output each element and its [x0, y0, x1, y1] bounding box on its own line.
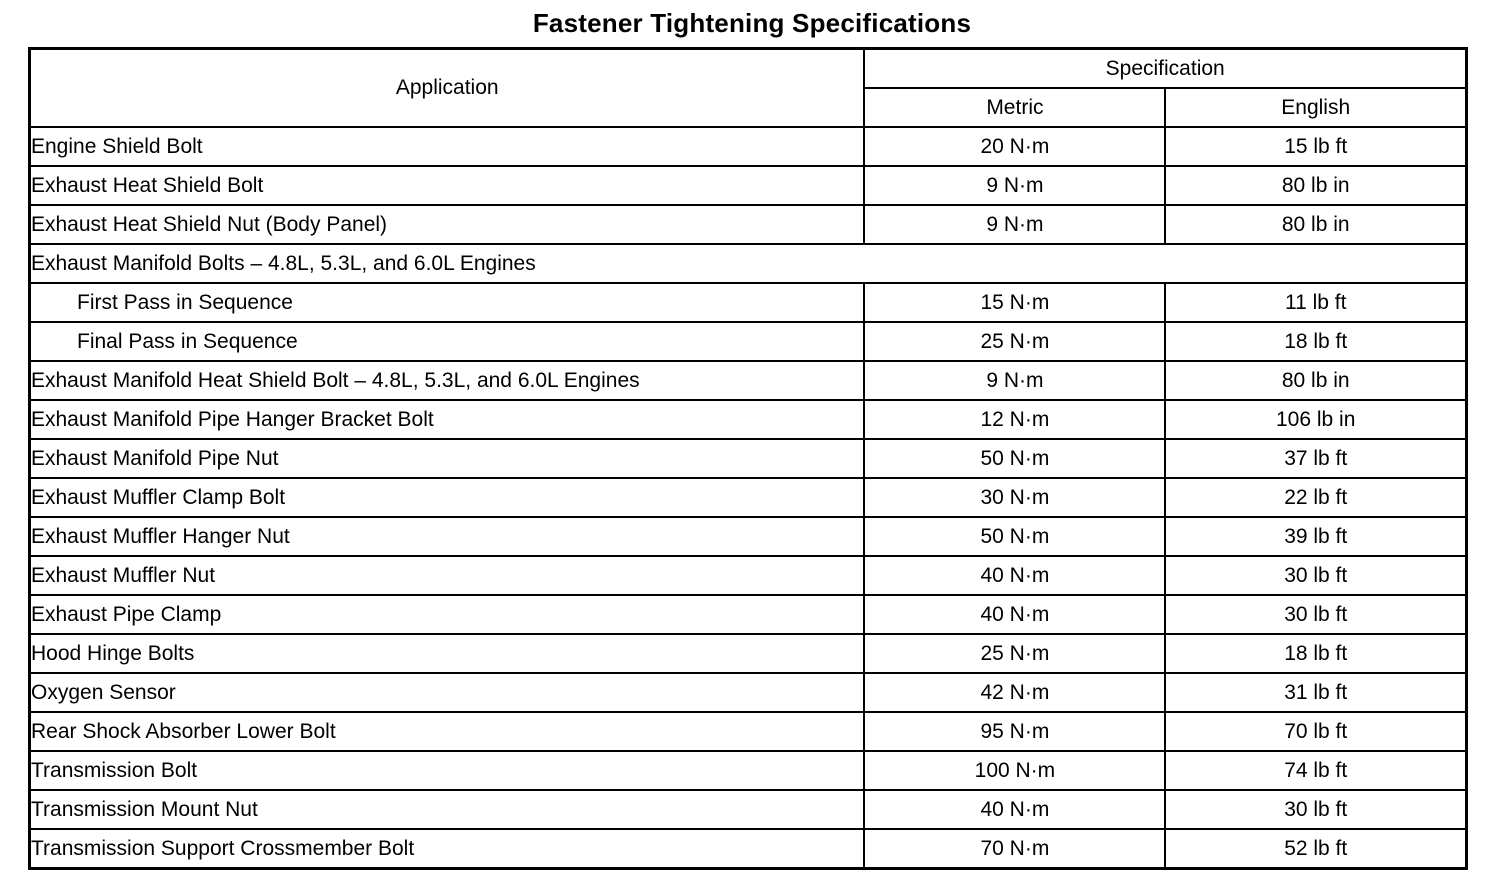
cell-metric: 50 N·m: [864, 517, 1165, 556]
cell-english: 30 lb ft: [1165, 790, 1466, 829]
cell-metric: 40 N·m: [864, 595, 1165, 634]
table-row: [30, 478, 1467, 517]
cell-metric: 40 N·m: [864, 790, 1165, 829]
table-row: [30, 361, 1467, 400]
cell-metric: 40 N·m: [864, 556, 1165, 595]
cell-application: Oxygen Sensor: [30, 673, 865, 712]
table-row: [30, 595, 1467, 634]
cell-application: Exhaust Heat Shield Bolt: [30, 166, 865, 205]
table-row: [30, 439, 1467, 478]
cell-metric: 30 N·m: [864, 478, 1165, 517]
cell-english: 31 lb ft: [1165, 673, 1466, 712]
page-title: Fastener Tightening Specifications: [532, 8, 972, 38]
cell-application: Exhaust Pipe Clamp: [30, 595, 865, 634]
cell-english: 11 lb ft: [1165, 283, 1466, 322]
cell-english: 18 lb ft: [1165, 322, 1466, 361]
cell-metric: 20 N·m: [864, 127, 1165, 166]
table-row: [30, 166, 1467, 205]
cell-application: Final Pass in Sequence: [30, 322, 865, 361]
cell-application: Exhaust Manifold Pipe Nut: [30, 439, 865, 478]
table-body: [30, 127, 1467, 869]
table-header: [30, 49, 1467, 128]
table-row: [30, 400, 1467, 439]
table-row: [30, 712, 1467, 751]
cell-english: 15 lb ft: [1165, 127, 1466, 166]
cell-english: 22 lb ft: [1165, 478, 1466, 517]
table-row: [30, 673, 1467, 712]
cell-metric: 42 N·m: [864, 673, 1165, 712]
table-row: [30, 790, 1467, 829]
table-row: [30, 244, 1467, 283]
column-header-metric: Metric: [864, 88, 1165, 127]
cell-metric: 100 N·m: [864, 751, 1165, 790]
cell-metric: 15 N·m: [864, 283, 1165, 322]
cell-metric: 9 N·m: [864, 205, 1165, 244]
table-row: [30, 751, 1467, 790]
cell-metric: 25 N·m: [864, 634, 1165, 673]
table-row: [30, 556, 1467, 595]
cell-application: Engine Shield Bolt: [30, 127, 865, 166]
cell-metric: 70 N·m: [864, 829, 1165, 869]
cell-english: 80 lb in: [1165, 205, 1466, 244]
cell-english: 52 lb ft: [1165, 829, 1466, 869]
cell-metric: 9 N·m: [864, 166, 1165, 205]
cell-application: Exhaust Manifold Pipe Hanger Bracket Bolt: [30, 400, 865, 439]
cell-english: 37 lb ft: [1165, 439, 1466, 478]
table-row: [30, 322, 1467, 361]
cell-application: Exhaust Muffler Nut: [30, 556, 865, 595]
table-row: [30, 205, 1467, 244]
cell-application: Transmission Mount Nut: [30, 790, 865, 829]
cell-metric: 25 N·m: [864, 322, 1165, 361]
table-row: [30, 829, 1467, 869]
cell-application: First Pass in Sequence: [30, 283, 865, 322]
cell-application: Exhaust Muffler Hanger Nut: [30, 517, 865, 556]
column-header-english: English: [1165, 88, 1466, 127]
cell-application: Transmission Bolt: [30, 751, 865, 790]
column-header-specification: Specification: [864, 49, 1466, 89]
cell-application: Exhaust Manifold Bolts – 4.8L, 5.3L, and 6.0L Engines: [30, 244, 1467, 283]
cell-english: 70 lb ft: [1165, 712, 1466, 751]
cell-metric: 95 N·m: [864, 712, 1165, 751]
cell-metric: 9 N·m: [864, 361, 1165, 400]
cell-english: 80 lb in: [1165, 166, 1466, 205]
table-row: [30, 517, 1467, 556]
cell-application: Exhaust Manifold Heat Shield Bolt – 4.8L, 5.3L, and 6.0L Engines: [30, 361, 865, 400]
cell-metric: 12 N·m: [864, 400, 1165, 439]
cell-english: 39 lb ft: [1165, 517, 1466, 556]
table-header-row-1: [30, 49, 1467, 89]
table-row: [30, 634, 1467, 673]
cell-english: 74 lb ft: [1165, 751, 1466, 790]
cell-application: Hood Hinge Bolts: [30, 634, 865, 673]
cell-application: Exhaust Heat Shield Nut (Body Panel): [30, 205, 865, 244]
column-header-application: Application: [30, 49, 865, 128]
table-row: [30, 127, 1467, 166]
cell-english: 80 lb in: [1165, 361, 1466, 400]
cell-english: 18 lb ft: [1165, 634, 1466, 673]
table-row: [30, 283, 1467, 322]
cell-english: 30 lb ft: [1165, 595, 1466, 634]
cell-english: 30 lb ft: [1165, 556, 1466, 595]
cell-application: Transmission Support Crossmember Bolt: [30, 829, 865, 869]
fastener-specifications-table: [28, 47, 1468, 870]
cell-metric: 50 N·m: [864, 439, 1165, 478]
cell-application: Rear Shock Absorber Lower Bolt: [30, 712, 865, 751]
cell-english: 106 lb in: [1165, 400, 1466, 439]
cell-application: Exhaust Muffler Clamp Bolt: [30, 478, 865, 517]
